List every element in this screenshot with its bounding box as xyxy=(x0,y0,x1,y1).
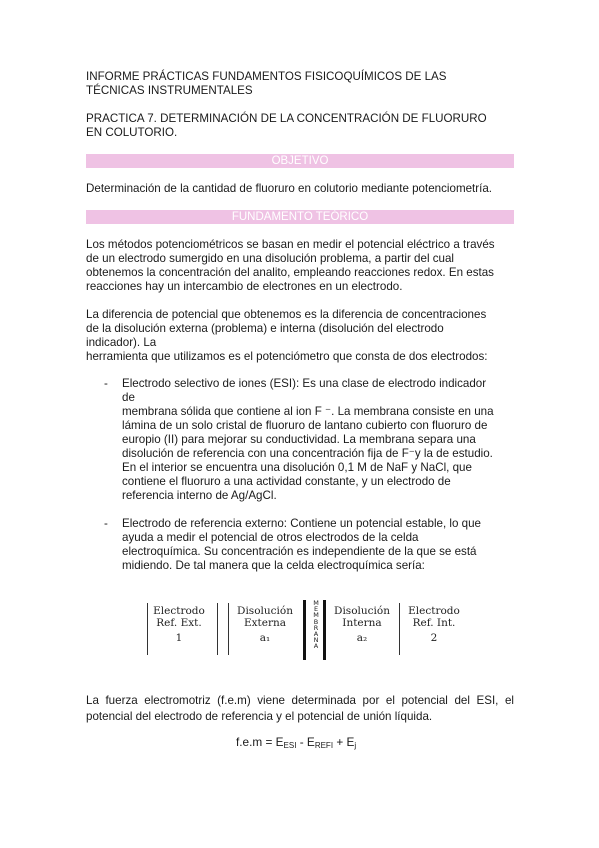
cell-ref-int: Electrodo Ref. Int. 2 xyxy=(408,605,460,644)
paragraph-2-line-3: indicador). La xyxy=(86,336,157,349)
bullet-1-line-8: contiene el fluoruro a una actividad constante, y un electrodo de xyxy=(122,475,451,488)
bullet-2-line-3: electroquímica. Su concentración es independiente de la que se está xyxy=(122,545,477,558)
report-title-line-1: INFORME PRÁCTICAS FUNDAMENTOS FISICOQUÍMICOS DE LAS xyxy=(86,70,447,83)
bullet-1-line-5: europio (II) para mejorar su conductividad. La membrana separa una xyxy=(122,433,476,446)
bullet-1-line-6: disolución de referencia con una concentración fija de F⁻y la de estudio. xyxy=(122,447,493,460)
fem-paragraph-line-2: potencial del electrodo de referencia y el potencial de unión líquida. xyxy=(86,710,433,723)
paragraph-2-line-1: La diferencia de potencial que obtenemos es la diferencia de concentraciones xyxy=(86,308,487,321)
membrane-bar-right xyxy=(323,600,326,660)
objective-text: Determinación de la cantidad de fluoruro en colutorio mediante potenciometría. xyxy=(86,182,493,195)
practice-title-line-1: PRACTICA 7. DETERMINACIÓN DE LA CONCENTRACIÓN DE FLUORURO xyxy=(86,112,487,125)
membrane-bar-left xyxy=(303,600,306,660)
bullet-1-line-4: lámina de un solo cristal de fluoruro de lantano cubierto con fluoruro de xyxy=(122,419,488,432)
paragraph-1-line-4: reacciones hay un intercambio de electrones en un electrodo. xyxy=(86,280,403,293)
section-heading-objetivo: OBJETIVO xyxy=(86,154,514,168)
cell-disolucion-interna: Disolución Interna a₂ xyxy=(334,605,390,644)
bullet-marker: - xyxy=(104,377,108,390)
bullet-2-line-4: midiendo. De tal manera que la celda electroquímica sería: xyxy=(122,559,425,572)
practice-title-line-2: EN COLUTORIO. xyxy=(86,126,178,139)
bullet-marker: - xyxy=(104,517,108,530)
bullet-1-line-9: referencia interno de Ag/AgCl. xyxy=(122,489,277,502)
bullet-1-line-2: de xyxy=(122,391,135,404)
paragraph-2-line-4: herramienta que utilizamos es el potenciómetro que consta de dos electrodos: xyxy=(86,350,488,363)
bullet-1-line-3: membrana sólida que contiene al ion F ⁻. La membrana consiste en una xyxy=(122,405,494,418)
bullet-1-line-1: Electrodo selectivo de iones (ESI): Es una clase de electrodo indicador xyxy=(122,377,487,390)
phase-boundary-line xyxy=(217,603,218,655)
report-title-line-2: TÉCNICAS INSTRUMENTALES xyxy=(86,84,253,97)
paragraph-1-line-3: obtenemos la concentración del analito, empleando reacciones redox. En estas xyxy=(86,266,494,279)
bullet-2-line-1: Electrodo de referencia externo: Contiene un potencial estable, lo que xyxy=(122,517,481,530)
phase-boundary-line xyxy=(399,603,400,655)
paragraph-1-line-1: Los métodos potenciométricos se basan en medir el potencial eléctrico a través xyxy=(86,238,495,251)
section-heading-fundamento: FUNDAMENTO TEÓRICO xyxy=(86,210,514,224)
paragraph-2-line-2: de la disolución externa (problema) e interna (disolución del electrodo xyxy=(86,322,444,335)
bullet-1-line-7: En el interior se encuentra una disolución 0,1 M de NaF y NaCl, que xyxy=(122,461,472,474)
paragraph-1-line-2: de un electrodo sumergido en una disolución problema, a partir del cual xyxy=(86,252,455,265)
fem-formula: $f.e.m = E_{ESI} - E_{REFI} + E_j$ xyxy=(236,735,357,750)
cell-disolucion-externa: Disolución Externa a₁ xyxy=(237,605,293,644)
bullet-2-line-2: ayuda a medir el potencial de otros electrodos de la celda xyxy=(122,531,419,544)
fem-paragraph-line-1: La fuerza electromotriz (f.e.m) viene determinada por el potencial del ESI, el xyxy=(86,694,514,707)
membrane-label: M E M B R A N A xyxy=(313,599,319,651)
cell-ref-ext: Electrodo Ref. Ext. 1 xyxy=(153,605,205,644)
